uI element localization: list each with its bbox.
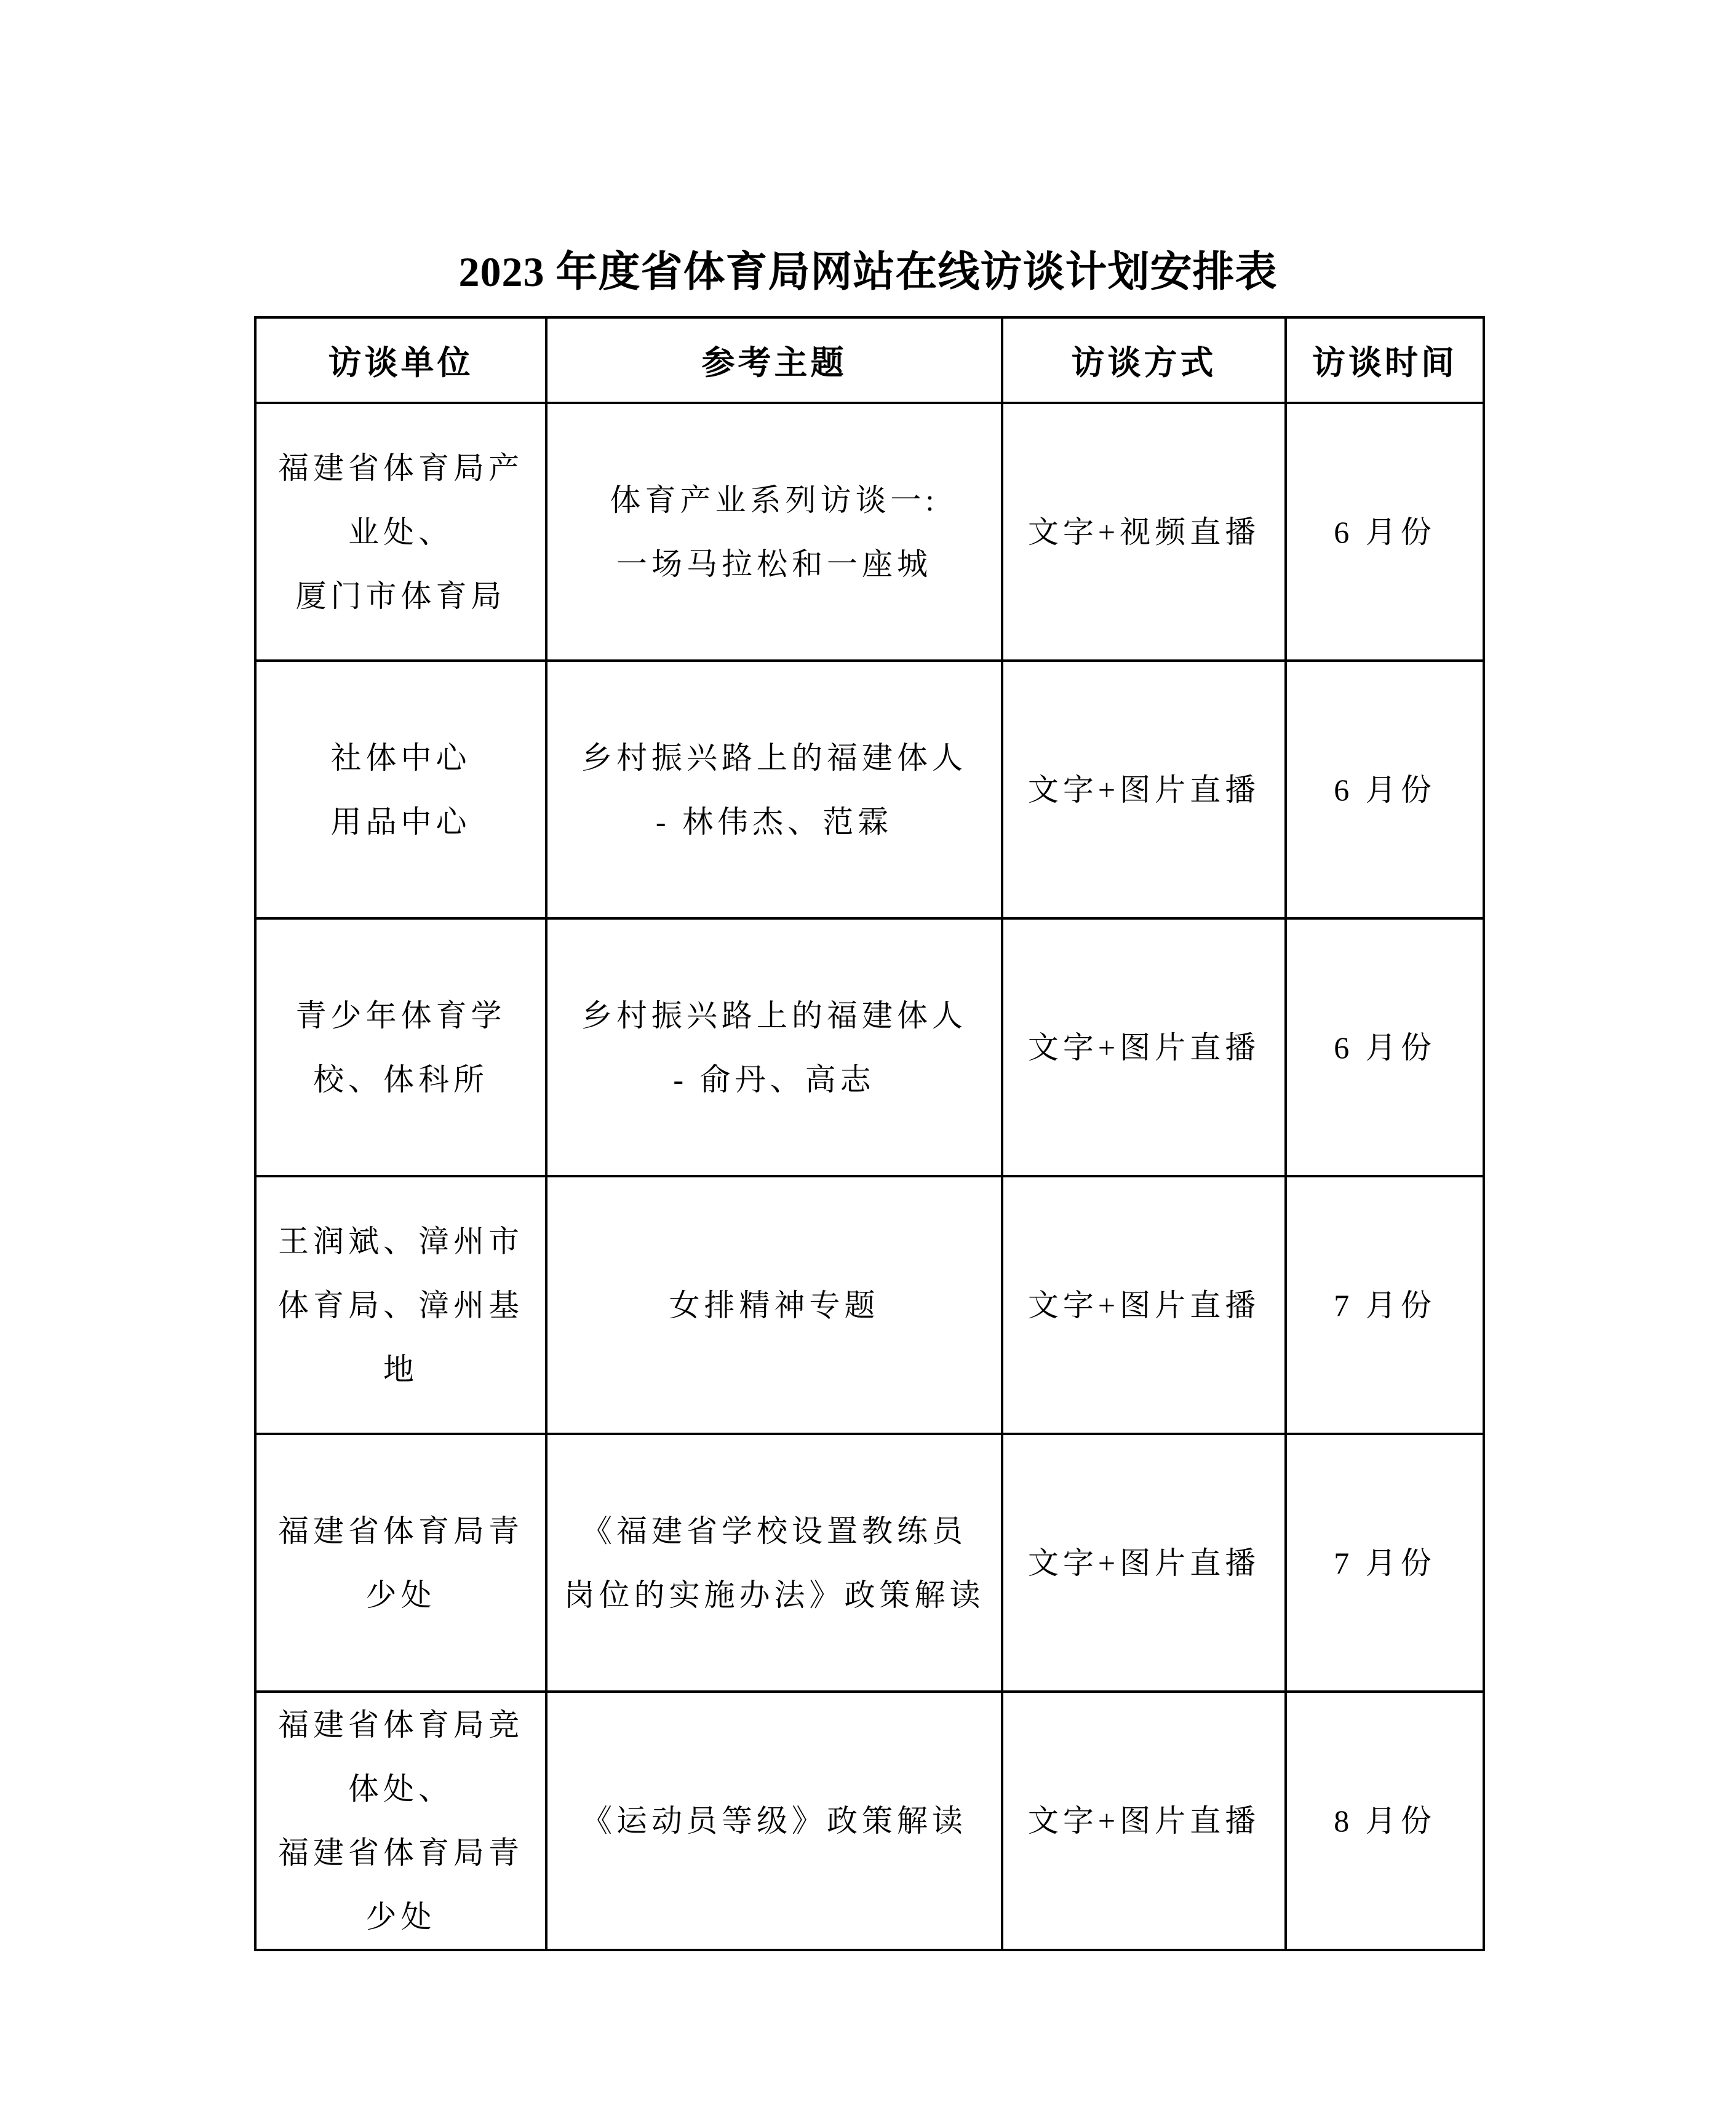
cell-line: 岗位的实施办法》政策解读 [563,1577,985,1612]
topic-cell [546,661,1002,918]
cell-line: - 俞丹、高志 [673,1062,875,1097]
table-header-row [255,317,1484,403]
header-time: 访谈时间 [1286,317,1484,403]
cell-line: 少处 [365,1900,436,1934]
header-topic: 参考主题 [546,317,1002,403]
cell-line: - 林伟杰、范霖 [655,804,893,839]
mode-cell: 文字+图片直播 [1002,1176,1286,1434]
cell-line: 福建省体育局产 [278,450,524,485]
cell-line: 王润斌、漳州市 [278,1224,524,1259]
topic-cell [546,1434,1002,1692]
cell-line: 厦门市体育局 [295,578,506,613]
unit-cell [255,1176,546,1434]
table-row [255,1176,1484,1434]
time-cell: 8 月份 [1286,1692,1484,1950]
table-row [255,661,1484,918]
cell-line: 体处、 [348,1772,453,1806]
page-title: 2023 年度省体育局网站在线访谈计划安排表 [458,249,1278,295]
cell-line: 校、体科所 [313,1062,488,1097]
mode-cell: 文字+图片直播 [1002,1434,1286,1692]
cell-line: 体育产业系列访谈一: [610,482,939,517]
time-cell: 6 月份 [1286,403,1484,661]
unit-cell [255,1692,546,1950]
table-row [255,1434,1484,1692]
cell-line: 乡村振兴路上的福建体人 [581,740,967,775]
cell-line: 乡村振兴路上的福建体人 [581,998,967,1033]
topic-cell [546,403,1002,661]
time-cell: 7 月份 [1286,1176,1484,1434]
time-cell: 6 月份 [1286,918,1484,1176]
cell-line: 福建省体育局竞 [278,1708,524,1742]
cell-line: 一场马拉松和一座城 [616,546,932,581]
table-row [255,1692,1484,1950]
header-mode: 访谈方式 [1002,317,1286,403]
topic-cell [546,1176,1002,1434]
mode-cell: 文字+图片直播 [1002,918,1286,1176]
cell-line: 社体中心 [330,740,471,775]
cell-line: 地 [383,1351,418,1387]
topic-cell [546,918,1002,1176]
mode-cell: 文字+视频直播 [1002,403,1286,661]
cell-line: 《运动员等级》政策解读 [581,1804,967,1838]
unit-cell [255,918,546,1176]
mode-cell: 文字+图片直播 [1002,661,1286,918]
mode-cell: 文字+图片直播 [1002,1692,1286,1950]
cell-line: 业处、 [348,514,453,549]
unit-cell [255,1434,546,1692]
cell-line: 福建省体育局青 [278,1513,524,1548]
cell-line: 福建省体育局青 [278,1836,524,1870]
cell-line: 用品中心 [330,804,471,839]
cell-line: 少处 [365,1577,436,1612]
time-cell: 7 月份 [1286,1434,1484,1692]
cell-line: 青少年体育学 [295,998,506,1033]
interview-schedule-table [254,316,1485,1951]
cell-line: 女排精神专题 [669,1287,880,1323]
topic-cell [546,1692,1002,1950]
unit-cell [255,403,546,661]
table-row [255,403,1484,661]
cell-line: 《福建省学校设置教练员 [581,1513,967,1548]
header-unit: 访谈单位 [255,317,546,403]
cell-line: 体育局、漳州基 [278,1287,524,1323]
table-row [255,918,1484,1176]
unit-cell [255,661,546,918]
time-cell: 6 月份 [1286,661,1484,918]
